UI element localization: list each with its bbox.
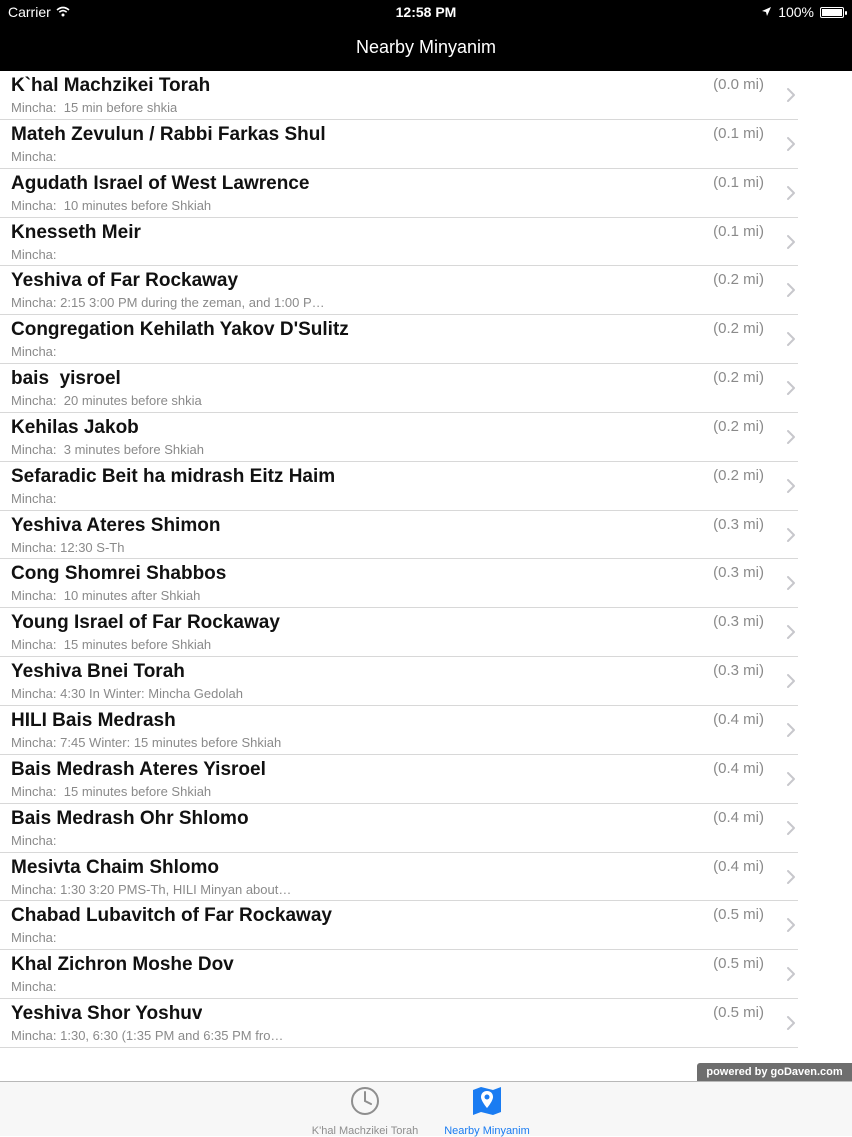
minyan-name: Yeshiva Shor Yoshuv xyxy=(11,1003,203,1025)
list-item[interactable] xyxy=(0,364,798,413)
minyan-name: HILI Bais Medrash xyxy=(11,709,176,731)
minyan-name: K`hal Machzikei Torah xyxy=(11,75,211,96)
page-title: Nearby Minyanim xyxy=(355,37,497,57)
distance-label: (0.2 mi) xyxy=(713,320,764,338)
carrier-label: Carrier xyxy=(8,4,51,20)
minyan-name: Sefaradic Beit ha midrash Eitz Haim xyxy=(11,465,336,487)
minyan-name: Mesivta Chaim Shlomo xyxy=(11,856,219,878)
distance-label: (0.5 mi) xyxy=(713,906,764,924)
minyan-name: Knesseth Meir xyxy=(11,221,141,243)
minyan-name: bais yisroel xyxy=(11,368,121,390)
chevron-right-icon xyxy=(784,917,798,933)
mincha-time: Mincha: 4:30 In Winter: Mincha Gedolah xyxy=(11,686,243,702)
list-item[interactable] xyxy=(0,71,798,120)
chevron-right-icon xyxy=(784,429,798,445)
list-item[interactable] xyxy=(0,755,798,804)
mincha-time: Mincha: 1:30 3:20 PMS-Th, HILI Minyan about… xyxy=(11,881,292,897)
navigation-bar xyxy=(0,24,852,71)
powered-by-badge[interactable]: powered by goDaven.com xyxy=(697,1063,852,1081)
mincha-time: Mincha: 10 minutes before Shkiah xyxy=(11,197,212,213)
minyan-name: Congregation Kehilath Yakov D'Sulitz xyxy=(11,319,349,341)
map-pin-icon xyxy=(422,1086,552,1121)
chevron-right-icon xyxy=(784,575,798,591)
mincha-time: Mincha: 15 minutes before Shkiah xyxy=(11,783,212,799)
chevron-right-icon xyxy=(784,1015,798,1031)
mincha-time: Mincha: xyxy=(11,832,57,848)
minyan-name: Cong Shomrei Shabbos xyxy=(11,563,227,585)
list-item[interactable] xyxy=(0,315,798,364)
distance-label: (0.3 mi) xyxy=(713,613,764,631)
chevron-right-icon xyxy=(784,722,798,738)
minyan-name: Yeshiva of Far Rockaway xyxy=(11,270,239,292)
minyan-name: Chabad Lubavitch of Far Rockaway xyxy=(11,905,332,927)
distance-label: (0.2 mi) xyxy=(713,417,764,435)
chevron-right-icon xyxy=(784,136,798,152)
list-item[interactable] xyxy=(0,218,798,267)
battery-icon xyxy=(820,7,844,18)
list-item[interactable] xyxy=(0,999,798,1048)
list-item[interactable] xyxy=(0,169,798,218)
list-item[interactable] xyxy=(0,608,798,657)
location-arrow-icon xyxy=(761,4,772,20)
mincha-time: Mincha: xyxy=(11,490,57,506)
chevron-right-icon xyxy=(784,771,798,787)
list-item[interactable] xyxy=(0,462,798,511)
chevron-right-icon xyxy=(784,820,798,836)
chevron-right-icon xyxy=(784,673,798,689)
minyan-name: Bais Medrash Ateres Yisroel xyxy=(11,758,266,780)
list-item[interactable] xyxy=(0,804,798,853)
minyan-name: Mateh Zevulun / Rabbi Farkas Shul xyxy=(11,123,326,145)
tab-label: Nearby Minyanim xyxy=(444,1125,530,1137)
chevron-right-icon xyxy=(784,331,798,347)
mincha-time: Mincha: 20 minutes before shkia xyxy=(11,393,202,409)
distance-label: (0.2 mi) xyxy=(713,466,764,484)
mincha-time: Mincha: 2:15 3:00 PM during the zeman, and 1:00 P… xyxy=(11,295,325,311)
distance-label: (0.4 mi) xyxy=(713,808,764,826)
chevron-right-icon xyxy=(784,624,798,640)
list-item[interactable] xyxy=(0,559,798,608)
distance-label: (0.1 mi) xyxy=(713,173,764,191)
battery-percent: 100% xyxy=(778,4,814,20)
distance-label: (0.3 mi) xyxy=(713,662,764,680)
clock-icon xyxy=(300,1086,430,1121)
distance-label: (0.3 mi) xyxy=(713,515,764,533)
list-item[interactable] xyxy=(0,413,798,462)
mincha-time: Mincha: 15 min before shkia xyxy=(11,100,178,115)
minyan-list[interactable] xyxy=(0,71,852,1061)
mincha-time: Mincha: xyxy=(11,979,57,995)
mincha-time: Mincha: xyxy=(11,148,57,164)
distance-label: (0.1 mi) xyxy=(713,222,764,240)
status-bar xyxy=(0,0,852,24)
tab-nearby-minyanim[interactable] xyxy=(422,1084,552,1137)
distance-label: (0.4 mi) xyxy=(713,710,764,728)
mincha-time: Mincha: 15 minutes before Shkiah xyxy=(11,637,212,653)
mincha-time: Mincha: 10 minutes after Shkiah xyxy=(11,588,201,604)
distance-label: (0.2 mi) xyxy=(713,271,764,289)
minyan-name: Agudath Israel of West Lawrence xyxy=(11,172,310,194)
chevron-right-icon xyxy=(784,87,798,103)
minyan-name: Young Israel of Far Rockaway xyxy=(11,612,280,634)
list-item[interactable] xyxy=(0,901,798,950)
mincha-time: Mincha: 12:30 S-Th xyxy=(11,539,125,555)
list-item[interactable] xyxy=(0,657,798,706)
distance-label: (0.5 mi) xyxy=(713,955,764,973)
distance-label: (0.5 mi) xyxy=(713,1004,764,1022)
chevron-right-icon xyxy=(784,234,798,250)
distance-label: (0.4 mi) xyxy=(713,857,764,875)
minyan-name: Khal Zichron Moshe Dov xyxy=(11,954,234,976)
distance-label: (0.1 mi) xyxy=(713,124,764,142)
list-item[interactable] xyxy=(0,950,798,999)
chevron-right-icon xyxy=(784,380,798,396)
mincha-time: Mincha: xyxy=(11,246,57,262)
mincha-time: Mincha: xyxy=(11,344,57,360)
minyan-name: Yeshiva Bnei Torah xyxy=(11,661,185,683)
tab-bar xyxy=(0,1081,852,1136)
list-item[interactable] xyxy=(0,511,798,560)
minyan-name: Yeshiva Ateres Shimon xyxy=(11,514,221,536)
list-item[interactable] xyxy=(0,853,798,902)
chevron-right-icon xyxy=(784,527,798,543)
tab-label: K'hal Machzikei Torah xyxy=(311,1125,419,1137)
minyan-name: Bais Medrash Ohr Shlomo xyxy=(11,807,249,829)
tab-khal-machzikei-torah[interactable] xyxy=(300,1084,430,1137)
chevron-right-icon xyxy=(784,185,798,201)
chevron-right-icon xyxy=(784,478,798,494)
distance-label: (0.2 mi) xyxy=(713,369,764,387)
mincha-time: Mincha: xyxy=(11,930,57,946)
minyan-name: Kehilas Jakob xyxy=(11,416,139,438)
distance-label: (0.4 mi) xyxy=(713,759,764,777)
list-item[interactable] xyxy=(0,266,798,315)
clock-time: 12:58 PM xyxy=(395,4,457,20)
chevron-right-icon xyxy=(784,966,798,982)
mincha-time: Mincha: 7:45 Winter: 15 minutes before Shkiah xyxy=(11,734,282,750)
list-item[interactable] xyxy=(0,120,798,169)
chevron-right-icon xyxy=(784,869,798,885)
mincha-time: Mincha: 1:30, 6:30 (1:35 PM and 6:35 PM fro… xyxy=(11,1028,284,1044)
mincha-time: Mincha: 3 minutes before Shkiah xyxy=(11,441,204,457)
list-item[interactable] xyxy=(0,706,798,755)
distance-label: (0.0 mi) xyxy=(713,76,764,93)
chevron-right-icon xyxy=(784,282,798,298)
distance-label: (0.3 mi) xyxy=(713,564,764,582)
